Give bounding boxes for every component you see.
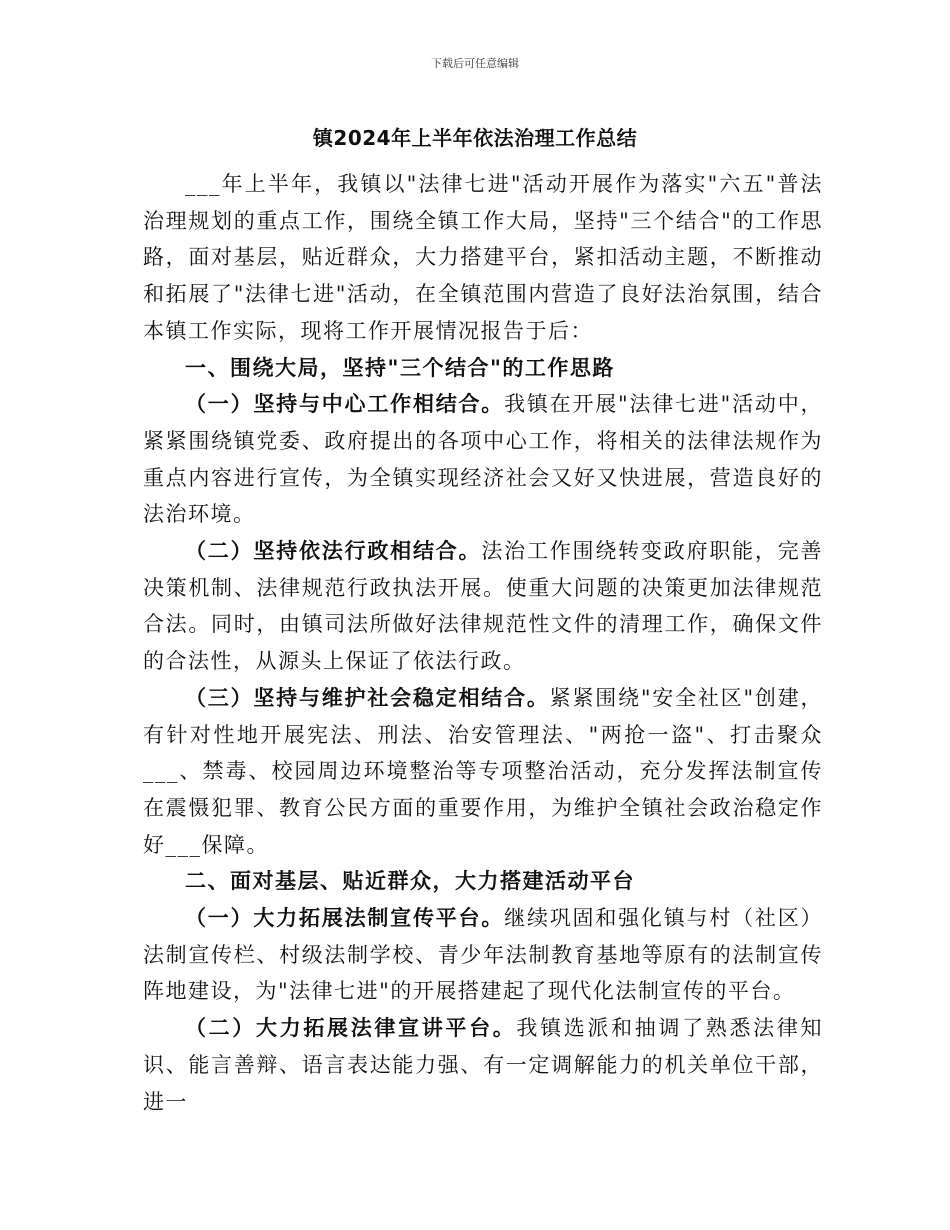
document-body	[143, 166, 823, 1120]
paragraph-2-1	[143, 900, 823, 1010]
paragraph-lead: （三）坚持与维护社会稳定相结合。	[185, 685, 550, 710]
paragraph-lead: （二）坚持依法行政相结合。	[185, 539, 482, 564]
paragraph-text: 法治工作围绕转变政府职能，完善决策机制、法律规范行政执法开展。使重大问题的决策更加法律规范合法。同时，由镇司法所做好法律规范性文件的清理工作，确保文件的合法性，从源头上保证了依法行政。	[143, 539, 824, 674]
section-heading-2: 二、面对基层、贴近群众，大力搭建活动平台	[185, 869, 635, 894]
paragraph-text: 我镇选派和抽调了熟悉法律知识、能言善辩、语言表达能力强、有一定调解能力的机关单位干部，进一	[143, 1016, 823, 1114]
document-title: 镇2024年上半年依法治理工作总结	[312, 126, 638, 150]
header-note: 下载后可任意编辑	[431, 57, 519, 70]
paragraph-lead: （一）大力拓展法制宣传平台。	[185, 906, 505, 931]
paragraph-1-1	[143, 386, 823, 533]
paragraph-intro	[143, 166, 823, 350]
paragraph-1-2	[143, 533, 823, 680]
paragraph-text: 我镇在开展"法律七进"活动中，紧紧围绕镇党委、政府提出的各项中心工作，将相关的法律法规作为重点内容进行宣传，为全镇实现经济社会又好又快进展，营造良好的法治环境。	[143, 392, 823, 527]
paragraph-lead: （二）大力拓展法律宣讲平台。	[185, 1016, 517, 1041]
paragraph-text: 紧紧围绕"安全社区"创建，有针对性地开展宪法、刑法、治安管理法、"两抢一盗"、打击聚众___、禁毒、校园周边环境整治等专项整治活动，充分发挥法制宣传在震慑犯罪、教育公民方面的重要作用，为维护全镇社会政治稳定作好___保障。	[143, 685, 823, 857]
paragraph-text: ___年上半年，我镇以"法律七进"活动开展作为落实"六五"普法治理规划的重点工作，围绕全镇工作大局，坚持"三个结合"的工作思路，面对基层，贴近群众，大力搭建平台，紧扣活动主题，不断推动和拓展了"法律七进"活动，在全镇范围内营造了良好法治氛围，结合本镇工作实际，现将工作开展情况报告于后：	[143, 172, 823, 343]
section-heading-1: 一、围绕大局，坚持"三个结合"的工作思路	[185, 355, 615, 380]
paragraph-lead: （一）坚持与中心工作相结合。	[185, 392, 505, 417]
paragraph-1-3	[143, 680, 823, 864]
paragraph-2-2	[143, 1010, 823, 1120]
paragraph-text: 继续巩固和强化镇与村（社区）法制宣传栏、村级法制学校、青少年法制教育基地等原有的法制宣传阵地建设，为"法律七进"的开展搭建起了现代化法制宣传的平台。	[143, 906, 824, 1004]
